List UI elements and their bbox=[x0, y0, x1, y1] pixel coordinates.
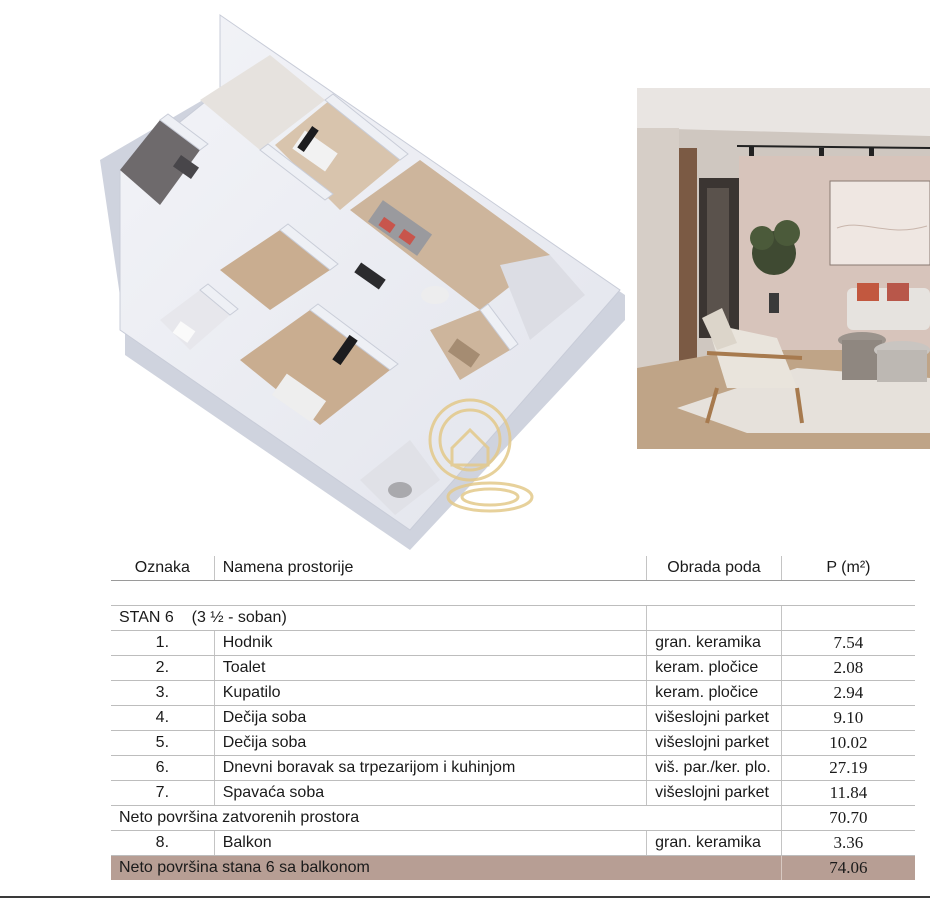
room-area-table bbox=[111, 556, 915, 880]
room-number: 8. bbox=[111, 831, 214, 856]
table-row bbox=[111, 731, 915, 756]
room-name: Dnevni boravak sa trpezarijom i kuhinjom bbox=[214, 756, 646, 781]
room-name: Dečija soba bbox=[214, 706, 646, 731]
room-finish: gran. keramika bbox=[647, 631, 782, 656]
room-finish: keram. pločice bbox=[647, 681, 782, 706]
header-area: P (m²) bbox=[781, 556, 915, 581]
subtotal-label: Neto površina zatvorenih prostora bbox=[111, 806, 781, 831]
isometric-floor-plan-image bbox=[80, 10, 640, 560]
subtotal-row bbox=[111, 806, 915, 831]
room-area: 7.54 bbox=[781, 631, 915, 656]
room-number: 6. bbox=[111, 756, 214, 781]
table-header-row bbox=[111, 556, 915, 581]
room-name: Hodnik bbox=[214, 631, 646, 656]
room-number: 7. bbox=[111, 781, 214, 806]
room-finish: višeslojni parket bbox=[647, 731, 782, 756]
room-number: 1. bbox=[111, 631, 214, 656]
room-name: Spavaća soba bbox=[214, 781, 646, 806]
bottom-rule bbox=[0, 896, 930, 898]
header-label: Oznaka bbox=[111, 556, 214, 581]
table-spacer bbox=[111, 581, 915, 606]
empty-cell bbox=[781, 606, 915, 631]
room-finish: viš. par./ker. plo. bbox=[647, 756, 782, 781]
table-row bbox=[111, 656, 915, 681]
room-area: 2.94 bbox=[781, 681, 915, 706]
living-room-photo bbox=[637, 88, 930, 449]
total-area: 74.06 bbox=[781, 856, 915, 881]
room-area: 2.08 bbox=[781, 656, 915, 681]
room-area: 11.84 bbox=[781, 781, 915, 806]
room-area: 9.10 bbox=[781, 706, 915, 731]
room-number: 5. bbox=[111, 731, 214, 756]
room-finish: višeslojni parket bbox=[647, 706, 782, 731]
room-name: Kupatilo bbox=[214, 681, 646, 706]
room-name: Balkon bbox=[214, 831, 646, 856]
room-finish: gran. keramika bbox=[647, 831, 782, 856]
room-finish: keram. pločice bbox=[647, 656, 782, 681]
unit-title: STAN 6 (3 ½ - soban) bbox=[111, 606, 647, 631]
unit-title-row bbox=[111, 606, 915, 631]
room-number: 2. bbox=[111, 656, 214, 681]
total-row bbox=[111, 856, 915, 881]
room-area: 27.19 bbox=[781, 756, 915, 781]
header-floor-finish: Obrada poda bbox=[647, 556, 782, 581]
table-row bbox=[111, 681, 915, 706]
room-area: 3.36 bbox=[781, 831, 915, 856]
subtotal-area: 70.70 bbox=[781, 806, 915, 831]
total-label: Neto površina stana 6 sa balkonom bbox=[111, 856, 781, 881]
room-finish: višeslojni parket bbox=[647, 781, 782, 806]
empty-cell bbox=[647, 606, 782, 631]
balcony-row bbox=[111, 831, 915, 856]
header-room-name: Namena prostorije bbox=[214, 556, 646, 581]
room-number: 3. bbox=[111, 681, 214, 706]
room-number: 4. bbox=[111, 706, 214, 731]
table-row bbox=[111, 631, 915, 656]
table-row bbox=[111, 706, 915, 731]
room-name: Dečija soba bbox=[214, 731, 646, 756]
room-name: Toalet bbox=[214, 656, 646, 681]
table-row bbox=[111, 781, 915, 806]
room-area: 10.02 bbox=[781, 731, 915, 756]
table-row bbox=[111, 756, 915, 781]
